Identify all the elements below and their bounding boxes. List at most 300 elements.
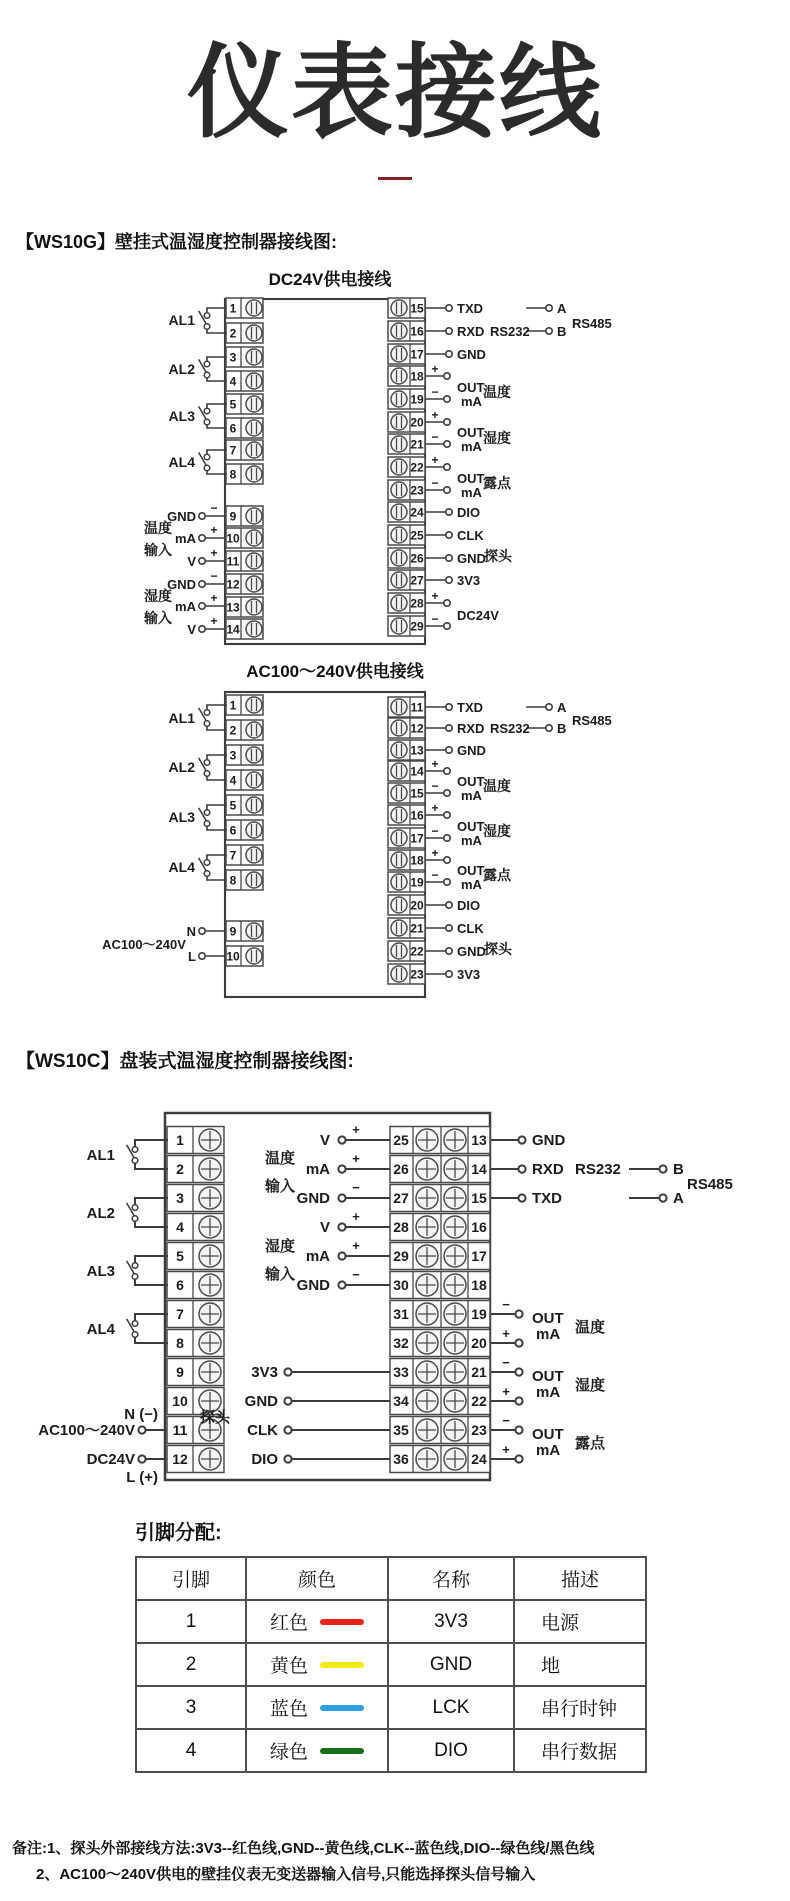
terminal-number: 9 bbox=[176, 1364, 184, 1381]
terminal-22 bbox=[388, 941, 425, 961]
diagram-label: RS232 bbox=[490, 324, 530, 339]
connection-dot bbox=[446, 902, 452, 908]
screw-terminal-icon bbox=[391, 368, 407, 384]
connection-dot bbox=[338, 1136, 345, 1143]
terminal-number: 24 bbox=[471, 1451, 487, 1468]
diagram-title: AC100～240V供电接线 bbox=[246, 662, 424, 681]
terminal-26 bbox=[390, 1156, 490, 1183]
diagram-label: OUT bbox=[532, 1310, 564, 1327]
diagram-label: mA bbox=[175, 531, 196, 546]
connection-dot bbox=[446, 351, 452, 357]
color-name: 蓝色 bbox=[269, 1699, 308, 1720]
screw-terminal-icon bbox=[246, 847, 262, 863]
diagram-label: 输入 bbox=[144, 610, 172, 626]
diagram-ws10c bbox=[0, 1085, 790, 1495]
terminal-number: 14 bbox=[226, 622, 240, 637]
diagram-ws10g-dc24v bbox=[0, 256, 790, 656]
diagram-label: 温度 bbox=[264, 1150, 296, 1167]
diagram-label: 探头 bbox=[484, 941, 512, 957]
diagram-label: mA bbox=[461, 394, 482, 409]
terminal-25 bbox=[388, 525, 425, 545]
connection-dot bbox=[199, 953, 205, 959]
terminal-number: 21 bbox=[471, 1364, 487, 1381]
diagram-label: 湿度 bbox=[144, 588, 172, 604]
diagram-label: − bbox=[502, 1355, 510, 1370]
connection-dot bbox=[446, 948, 452, 954]
connection-dot bbox=[446, 555, 452, 561]
terminal-2 bbox=[226, 323, 263, 343]
terminal-33 bbox=[390, 1359, 490, 1386]
connection-dot bbox=[444, 835, 450, 841]
terminal-17 bbox=[388, 828, 425, 848]
connection-dot bbox=[284, 1455, 291, 1462]
terminal-22 bbox=[388, 457, 425, 477]
table-header-row bbox=[136, 1557, 646, 1600]
diagram-label: mA bbox=[175, 599, 196, 614]
diagram-label: A bbox=[557, 700, 567, 715]
page-title: 仪表接线 bbox=[187, 36, 603, 150]
terminal-number: 15 bbox=[471, 1190, 487, 1207]
screw-terminal-icon bbox=[246, 442, 262, 458]
terminal-13 bbox=[388, 740, 425, 760]
diagram-label: + bbox=[431, 453, 439, 467]
diagram-label: DIO bbox=[457, 898, 481, 913]
diagram-label: RXD bbox=[457, 721, 485, 736]
connection-dot bbox=[546, 704, 552, 710]
diagram-label: B bbox=[557, 721, 567, 736]
connection-dot bbox=[518, 1136, 525, 1143]
terminal-number: 20 bbox=[410, 415, 424, 430]
screw-terminal-icon bbox=[391, 572, 407, 588]
connection-dot bbox=[446, 747, 452, 753]
terminal-8 bbox=[226, 464, 263, 484]
screw-terminal-icon bbox=[246, 621, 262, 637]
terminal-20 bbox=[388, 412, 425, 432]
screw-terminal-icon bbox=[391, 742, 407, 758]
connection-dot bbox=[446, 305, 452, 311]
diagram-label: CLK bbox=[457, 921, 484, 936]
screw-terminal-icon bbox=[391, 300, 407, 316]
connection-dot bbox=[199, 603, 205, 609]
terminal-number: 21 bbox=[410, 437, 424, 452]
diagram-label: mA bbox=[536, 1326, 561, 1343]
terminal-18 bbox=[388, 850, 425, 870]
diagram-label: AL1 bbox=[168, 312, 195, 328]
diagram-ws10g-ac bbox=[0, 655, 790, 1005]
screw-terminal-icon bbox=[246, 576, 262, 592]
diagram-label: + bbox=[431, 362, 439, 376]
terminal-number: 10 bbox=[172, 1393, 188, 1410]
connection-dot bbox=[338, 1223, 345, 1230]
connection-dot bbox=[138, 1426, 145, 1433]
terminal-number: 14 bbox=[471, 1161, 487, 1178]
terminal-16 bbox=[388, 321, 425, 341]
terminal-number: 3 bbox=[176, 1190, 184, 1207]
screw-terminal-icon bbox=[391, 920, 407, 936]
column-header-desc: 描述 bbox=[514, 1557, 646, 1600]
connection-dot bbox=[338, 1252, 345, 1259]
diagram-label: L (+) bbox=[126, 1469, 158, 1486]
diagram-label: DC24V bbox=[86, 1451, 135, 1468]
diagram-label: + bbox=[352, 1209, 360, 1224]
terminal-29 bbox=[390, 1243, 490, 1270]
diagram-label: + bbox=[210, 591, 218, 605]
signal-description: 串行时钟 bbox=[514, 1686, 646, 1729]
diagram-label: GND bbox=[167, 509, 196, 524]
diagram-label: + bbox=[210, 523, 218, 537]
terminal-6 bbox=[226, 418, 263, 438]
diagram-label: 温度 bbox=[575, 1319, 606, 1336]
pin-table-heading: 引脚分配: bbox=[135, 1522, 222, 1544]
screw-terminal-icon bbox=[391, 874, 407, 890]
diagram-label: RS485 bbox=[572, 713, 612, 728]
column-header-pin: 引脚 bbox=[136, 1557, 246, 1600]
connection-dot bbox=[199, 626, 205, 632]
connection-dot bbox=[199, 558, 205, 564]
diagram-label: AC100～240V bbox=[38, 1422, 135, 1439]
terminal-21 bbox=[388, 918, 425, 938]
terminal-number: 14 bbox=[410, 764, 424, 779]
diagram-label: GND bbox=[457, 551, 486, 566]
screw-terminal-icon bbox=[391, 459, 407, 475]
ws10c-svg bbox=[0, 1085, 790, 1495]
terminal-number: 26 bbox=[410, 551, 424, 566]
terminal-number: 13 bbox=[410, 743, 424, 758]
pin-assignment-table bbox=[135, 1556, 647, 1773]
diagram-label: − bbox=[352, 1180, 360, 1195]
connection-dot bbox=[446, 328, 452, 334]
terminal-number: 2 bbox=[176, 1161, 184, 1178]
diagram-label: V bbox=[187, 622, 196, 637]
screw-terminal-icon bbox=[246, 722, 262, 738]
terminal-number: 33 bbox=[393, 1364, 409, 1381]
wire-color-cell bbox=[246, 1729, 388, 1772]
terminal-5 bbox=[167, 1243, 224, 1270]
terminal-number: 21 bbox=[410, 921, 424, 936]
alarm-switch-icon bbox=[127, 1198, 167, 1227]
terminal-34 bbox=[390, 1388, 490, 1415]
diagram-label: 露点 bbox=[483, 475, 511, 491]
diagram-label: 3V3 bbox=[457, 967, 481, 982]
connection-dot bbox=[444, 600, 450, 606]
terminal-number: 19 bbox=[410, 392, 424, 407]
terminal-number: 10 bbox=[226, 949, 240, 964]
table-row bbox=[136, 1729, 646, 1772]
diagram-label: − bbox=[431, 779, 439, 793]
connection-dot bbox=[446, 532, 452, 538]
diagram-label: − bbox=[210, 501, 218, 515]
terminal-7 bbox=[226, 440, 263, 460]
terminal-5 bbox=[226, 394, 263, 414]
ws10g-ac-svg bbox=[0, 655, 790, 1005]
terminal-5 bbox=[226, 795, 263, 815]
section-heading-ws10g: 【WS10G】壁挂式温湿度控制器接线图: bbox=[16, 232, 338, 252]
terminal-35 bbox=[390, 1417, 490, 1444]
screw-terminal-icon bbox=[391, 720, 407, 736]
diagram-label: 湿度 bbox=[264, 1238, 296, 1255]
screw-terminal-icon bbox=[391, 699, 407, 715]
connection-dot bbox=[659, 1194, 666, 1201]
terminal-3 bbox=[226, 347, 263, 367]
screw-terminal-icon bbox=[391, 436, 407, 452]
diagram-label: GND bbox=[532, 1132, 566, 1149]
screw-terminal-icon bbox=[391, 391, 407, 407]
table-row bbox=[136, 1600, 646, 1643]
diagram-label: − bbox=[431, 824, 439, 838]
terminal-8 bbox=[167, 1330, 224, 1357]
terminal-15 bbox=[388, 298, 425, 318]
diagram-label: − bbox=[431, 868, 439, 882]
connection-dot bbox=[444, 441, 450, 447]
diagram-label: + bbox=[502, 1442, 510, 1457]
connection-dot bbox=[444, 768, 450, 774]
diagram-label: L bbox=[188, 949, 196, 964]
terminal-number: 24 bbox=[410, 505, 424, 520]
screw-terminal-icon bbox=[391, 323, 407, 339]
diagram-label: 湿度 bbox=[575, 1377, 606, 1394]
alarm-switch-icon bbox=[199, 357, 226, 381]
color-swatch bbox=[320, 1748, 364, 1754]
terminal-number: 4 bbox=[229, 374, 237, 389]
diagram-label: + bbox=[502, 1326, 510, 1341]
terminal-number: 35 bbox=[393, 1422, 409, 1439]
signal-description: 串行数据 bbox=[514, 1729, 646, 1772]
diagram-label: GND bbox=[244, 1393, 278, 1410]
terminal-number: 3 bbox=[229, 350, 237, 365]
title-divider bbox=[378, 177, 412, 180]
screw-terminal-icon bbox=[391, 785, 407, 801]
terminal-number: 31 bbox=[393, 1306, 409, 1323]
terminal-27 bbox=[390, 1185, 490, 1212]
diagram-label: mA bbox=[461, 833, 482, 848]
diagram-label: mA bbox=[305, 1248, 330, 1265]
connection-dot bbox=[515, 1339, 522, 1346]
terminal-number: 15 bbox=[410, 786, 424, 801]
terminal-number: 22 bbox=[410, 944, 424, 959]
connection-dot bbox=[199, 581, 205, 587]
diagram-label: V bbox=[319, 1219, 330, 1236]
connection-dot bbox=[659, 1165, 666, 1172]
diagram-label: V bbox=[319, 1132, 330, 1149]
diagram-label: + bbox=[431, 589, 439, 603]
terminal-4 bbox=[167, 1214, 224, 1241]
terminal-20 bbox=[388, 895, 425, 915]
terminal-21 bbox=[388, 434, 425, 454]
terminal-7 bbox=[167, 1301, 224, 1328]
terminal-number: 7 bbox=[176, 1306, 184, 1323]
diagram-label: GND bbox=[296, 1277, 330, 1294]
connection-dot bbox=[284, 1397, 291, 1404]
terminal-number: 28 bbox=[410, 596, 424, 611]
connection-dot bbox=[546, 725, 552, 731]
diagram-label: AL3 bbox=[168, 809, 195, 825]
terminal-number: 3 bbox=[229, 748, 237, 763]
diagram-label: GND bbox=[167, 577, 196, 592]
terminal-number: 6 bbox=[229, 421, 237, 436]
diagram-label: 温度 bbox=[144, 520, 172, 536]
column-header-name: 名称 bbox=[388, 1557, 514, 1600]
screw-terminal-icon bbox=[391, 527, 407, 543]
screw-terminal-icon bbox=[246, 300, 262, 316]
diagram-label: GND bbox=[457, 347, 486, 362]
terminal-36 bbox=[390, 1446, 490, 1473]
terminal-number: 17 bbox=[410, 831, 424, 846]
color-name: 绿色 bbox=[269, 1742, 308, 1763]
diagram-label: 温度 bbox=[483, 778, 511, 794]
terminal-number: 4 bbox=[176, 1219, 184, 1236]
screw-terminal-icon bbox=[391, 346, 407, 362]
wire-color-cell bbox=[246, 1600, 388, 1643]
wire-color-cell bbox=[246, 1686, 388, 1729]
diagram-label: − bbox=[431, 612, 439, 626]
diagram-label: mA bbox=[536, 1442, 561, 1459]
screw-terminal-icon bbox=[391, 595, 407, 611]
screw-terminal-icon bbox=[246, 396, 262, 412]
section-heading-ws10c: 【WS10C】盘装式温湿度控制器接线图: bbox=[16, 1051, 354, 1072]
diagram-label: AL4 bbox=[86, 1321, 115, 1338]
diagram-label: OUT bbox=[457, 380, 485, 395]
connection-dot bbox=[444, 790, 450, 796]
terminal-number: 6 bbox=[176, 1277, 184, 1294]
diagram-label: 湿度 bbox=[483, 823, 511, 839]
screw-terminal-icon bbox=[391, 807, 407, 823]
terminal-9 bbox=[167, 1359, 224, 1386]
terminal-27 bbox=[388, 570, 425, 590]
terminal-4 bbox=[226, 371, 263, 391]
terminal-number: 1 bbox=[229, 301, 237, 316]
diagram-label: + bbox=[502, 1384, 510, 1399]
terminal-number: 18 bbox=[410, 369, 424, 384]
alarm-switch-icon bbox=[199, 450, 226, 474]
connection-dot bbox=[446, 725, 452, 731]
diagram-label: mA bbox=[536, 1384, 561, 1401]
diagram-label: B bbox=[557, 324, 567, 339]
connection-dot bbox=[444, 487, 450, 493]
connection-dot bbox=[515, 1368, 522, 1375]
diagram-label: mA bbox=[461, 439, 482, 454]
terminal-number: 28 bbox=[393, 1219, 409, 1236]
color-name: 红色 bbox=[269, 1613, 308, 1634]
diagram-label: 输入 bbox=[264, 1178, 296, 1195]
connection-dot bbox=[444, 857, 450, 863]
diagram-label: AC100～240V bbox=[102, 937, 186, 952]
connection-dot bbox=[444, 419, 450, 425]
diagram-label: AL3 bbox=[86, 1263, 115, 1280]
screw-terminal-icon bbox=[391, 852, 407, 868]
terminal-number: 19 bbox=[471, 1306, 487, 1323]
terminal-8 bbox=[226, 870, 263, 890]
alarm-switch-icon bbox=[199, 404, 226, 428]
diagram-label: RS232 bbox=[575, 1161, 621, 1178]
diagram-label: 输入 bbox=[264, 1266, 296, 1283]
terminal-number: 10 bbox=[226, 531, 240, 546]
terminal-number: 12 bbox=[226, 577, 240, 592]
diagram-label: TXD bbox=[532, 1190, 562, 1207]
diagram-label: TXD bbox=[457, 301, 483, 316]
terminal-30 bbox=[390, 1272, 490, 1299]
diagram-label: AL4 bbox=[168, 859, 195, 875]
screw-terminal-icon bbox=[246, 508, 262, 524]
terminal-number: 34 bbox=[393, 1393, 409, 1410]
diagram-label: OUT bbox=[457, 774, 485, 789]
diagram-label: GND bbox=[457, 944, 486, 959]
terminal-1 bbox=[226, 298, 263, 318]
terminal-number: 8 bbox=[229, 873, 237, 888]
screw-terminal-icon bbox=[246, 373, 262, 389]
terminal-14 bbox=[388, 761, 425, 781]
alarm-switch-icon bbox=[127, 1314, 167, 1343]
terminal-number: 27 bbox=[393, 1190, 409, 1207]
connection-dot bbox=[515, 1397, 522, 1404]
connection-dot bbox=[446, 509, 452, 515]
diagram-label: DIO bbox=[457, 505, 481, 520]
color-swatch bbox=[320, 1662, 364, 1668]
diagram-title: DC24V供电接线 bbox=[268, 270, 392, 289]
connection-dot bbox=[199, 928, 205, 934]
screw-terminal-icon bbox=[246, 325, 262, 341]
terminal-28 bbox=[388, 593, 425, 613]
terminal-number: 22 bbox=[471, 1393, 487, 1410]
screw-terminal-icon bbox=[391, 966, 407, 982]
connection-dot bbox=[444, 396, 450, 402]
screw-terminal-icon bbox=[246, 553, 262, 569]
pin-number: 2 bbox=[136, 1643, 246, 1686]
diagram-label: OUT bbox=[457, 819, 485, 834]
diagram-label: + bbox=[352, 1238, 360, 1253]
terminal-number: 5 bbox=[229, 798, 237, 813]
terminal-number: 2 bbox=[229, 326, 237, 341]
terminal-number: 26 bbox=[393, 1161, 409, 1178]
pin-number: 1 bbox=[136, 1600, 246, 1643]
diagram-label: 探头 bbox=[484, 548, 512, 564]
screw-terminal-icon bbox=[391, 550, 407, 566]
screw-terminal-icon bbox=[246, 772, 262, 788]
connection-dot bbox=[515, 1310, 522, 1317]
diagram-label: 探头 bbox=[199, 1409, 231, 1426]
screw-terminal-icon bbox=[246, 747, 262, 763]
terminal-24 bbox=[388, 502, 425, 522]
terminal-17 bbox=[388, 344, 425, 364]
alarm-switch-icon bbox=[127, 1256, 167, 1285]
terminal-23 bbox=[388, 964, 425, 984]
screw-terminal-icon bbox=[246, 923, 262, 939]
terminal-3 bbox=[226, 745, 263, 765]
terminal-25 bbox=[390, 1127, 490, 1154]
diagram-label: mA bbox=[461, 485, 482, 500]
screw-terminal-icon bbox=[391, 943, 407, 959]
screw-terminal-icon bbox=[391, 897, 407, 913]
connection-dot bbox=[444, 812, 450, 818]
terminal-6 bbox=[226, 820, 263, 840]
terminal-19 bbox=[388, 389, 425, 409]
screw-terminal-icon bbox=[391, 504, 407, 520]
diagram-label: − bbox=[431, 430, 439, 444]
connection-dot bbox=[515, 1455, 522, 1462]
terminal-10 bbox=[226, 946, 263, 966]
diagram-label: GND bbox=[457, 743, 486, 758]
alarm-switch-icon bbox=[199, 805, 226, 830]
color-swatch bbox=[320, 1619, 364, 1625]
connection-dot bbox=[199, 513, 205, 519]
diagram-label: 输入 bbox=[144, 542, 172, 558]
terminal-6 bbox=[167, 1272, 224, 1299]
terminal-2 bbox=[226, 720, 263, 740]
terminal-number: 9 bbox=[229, 509, 237, 524]
terminal-11 bbox=[388, 697, 425, 717]
note-line-2: 2、AC100～240V供电的壁挂仪表无变送器输入信号,只能选择探头信号输入 bbox=[36, 1866, 536, 1884]
diagram-label: TXD bbox=[457, 700, 483, 715]
terminal-number: 1 bbox=[176, 1132, 184, 1149]
